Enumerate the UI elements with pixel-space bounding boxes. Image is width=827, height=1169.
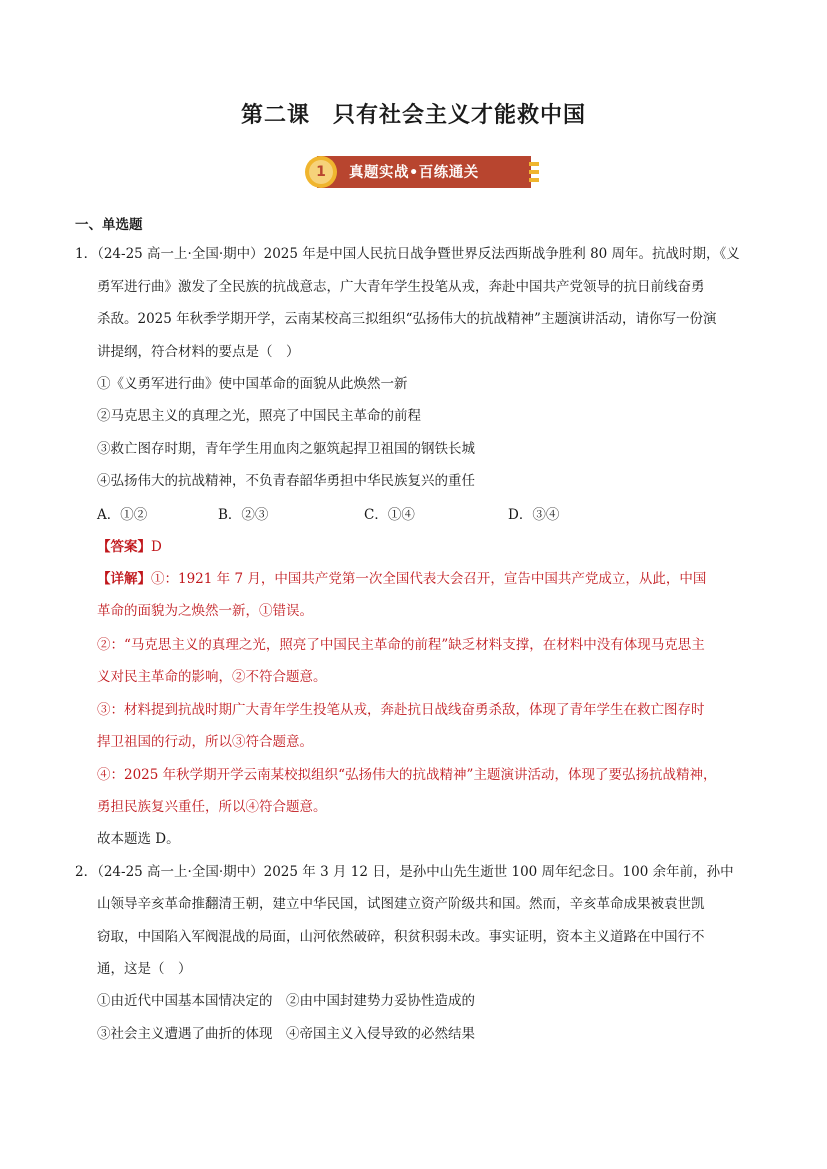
q1-answer <box>97 538 162 556</box>
q1-option-c: C．①④ <box>364 507 415 523</box>
answer-value: D <box>151 539 162 555</box>
q1-detail-line-7: ④：2025 年秋学期开学云南某校拟组织“弘扬伟大的抗战精神”主题演讲活动，体现了要弘扬抗战精神， <box>97 767 717 783</box>
q1-detail-line-3: ②：“马克思主义的真理之光，照亮了中国民主革命的前程”缺乏材料支撑，在材料中没有体现马克思主 <box>97 637 705 653</box>
q1-detail-line-2: 革命的面貌为之焕然一新，①错误。 <box>97 603 313 619</box>
q1-option-a: A．①② <box>97 507 148 523</box>
q1-line-3: 杀敌。2025 年秋季学期开学，云南某校高三拟组织“弘扬伟大的抗战精神”主题演讲活动，请你写一份演 <box>97 311 717 327</box>
q1-line-4: 讲提纲，符合材料的要点是（ ） <box>97 344 300 360</box>
q1-line-2: 勇军进行曲》激发了全民族的抗战意志，广大青年学生投笔从戎，奔赴中国共产党领导的抗日前线奋勇 <box>97 279 705 295</box>
q2-line-3: 窃取，中国陷入军阀混战的局面，山河依然破碎，积贫积弱未改。事实证明，资本主义道路在中国行不 <box>97 929 705 945</box>
q2-statement-row-1: ①由近代中国基本国情决定的 ②由中国封建势力妥协性造成的 <box>97 993 475 1009</box>
q2-statement-row-2: ③社会主义遭遇了曲折的体现 ④帝国主义入侵导致的必然结果 <box>97 1026 475 1042</box>
answer-tag: 【答案】 <box>97 539 151 555</box>
q2-line-4: 通，这是（ ） <box>97 961 192 977</box>
detail-tag: 【详解】 <box>97 571 151 587</box>
q1-statement-3: ③救亡图存时期，青年学生用血肉之躯筑起捍卫祖国的钢铁长城 <box>97 441 475 457</box>
q1-option-b: B．②③ <box>218 507 269 523</box>
q1-statement-4: ④弘扬伟大的抗战精神，不负青春韶华勇担中华民族复兴的重任 <box>97 473 475 489</box>
q1-detail-line-1 <box>97 570 706 588</box>
banner-number: 1 <box>316 164 326 180</box>
q1-detail-line-5: ③：材料提到抗战时期广大青年学生投笔从戎，奔赴抗日战线奋勇杀敌，体现了青年学生在救亡图存时 <box>97 702 705 718</box>
q2-line-1: 2．（24-25 高一上·全国·期中）2025 年 3 月 12 日，是孙中山先生逝世 100 周年纪念日。100 余年前，孙中 <box>75 864 734 880</box>
banner-label: 真题实战•百练通关 <box>349 165 479 181</box>
q1-line-1: 1．（24-25 高一上·全国·期中）2025 年是中国人民抗日战争暨世界反法西斯战争胜利 80 周年。抗战时期，《义 <box>75 246 740 262</box>
section-heading: 一、单选题 <box>75 217 143 233</box>
q1-detail-line-6: 捍卫祖国的行动，所以③符合题意。 <box>97 734 313 750</box>
q1-conclusion: 故本题选 D。 <box>97 831 180 847</box>
q1-detail-line-8: 勇担民族复兴重任，所以④符合题意。 <box>97 799 327 815</box>
q1-statement-1: ①《义勇军进行曲》使中国革命的面貌从此焕然一新 <box>97 376 408 392</box>
page-title: 第二课 只有社会主义才能救中国 <box>240 103 586 128</box>
q1-statement-2: ②马克思主义的真理之光，照亮了中国民主革命的前程 <box>97 408 421 424</box>
q1-option-d: D．③④ <box>508 507 560 523</box>
detail-text-1: ①：1921 年 7 月，中国共产党第一次全国代表大会召开，宣告中国共产党成立，从此，中国 <box>151 571 707 587</box>
q1-detail-line-4: 义对民主革命的影响，②不符合题意。 <box>97 669 327 685</box>
section-banner <box>303 152 543 192</box>
q2-line-2: 山领导辛亥革命推翻清王朝，建立中华民国，试图建立资产阶级共和国。然而，辛亥革命成果被袁世凯 <box>97 896 705 912</box>
